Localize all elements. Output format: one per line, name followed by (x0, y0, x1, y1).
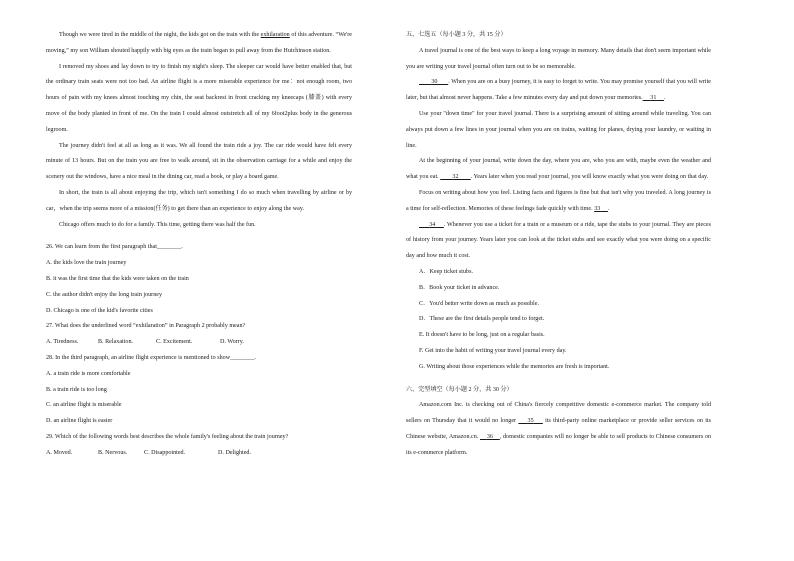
question-27-stem: 27. What does the underlined word “exhilaration” in Paragraph 2 probably mean? (46, 323, 246, 330)
option-e: E. It doesn't have to be long, just on a regular basis. (419, 332, 545, 339)
blank-35: 35 (527, 418, 534, 425)
option-f: F. Get into the habit of writing your travel journal every day. (419, 347, 567, 354)
blank-36: 36 (486, 433, 493, 440)
question-28-option-d: D. an airline flight is easier (46, 418, 113, 425)
option: A. Moved. (46, 449, 73, 456)
question-26-option-d: D. Chicago is one of the kid's favorite cities (46, 307, 153, 314)
question-26-stem: 26. We can learn from the first paragraph that________. (46, 244, 183, 251)
option: A. Tiredness. (46, 339, 79, 346)
question-28-stem: 28. In the third paragraph, an airline flight experience is mentioned to show________. (46, 354, 257, 361)
question-29-options (46, 446, 352, 462)
question-27-options (46, 335, 352, 351)
passage-paragraph-r4: At the beginning of your journal, write down the day, where you are, who you are with, maybe even the weather and what you eat. 32 . Years later when you read your journal, you will know exactly what you were doing on that day. (406, 158, 711, 181)
question-28-option-a: A. a train ride is more comfortable (46, 370, 131, 377)
option: B. Relaxation. (98, 339, 134, 346)
option-d: D．These are the first details people tend to forget. (419, 316, 545, 323)
left-column (46, 28, 352, 462)
passage-paragraph-r7: Amazon.com Inc. is checking out of China's fiercely competitive domestic e-commerce market. The company told sellers on Thursday that it would no longer 35 its third-party online marketplace or provide seller services on its Chinese website, Amazon.cn. 36 , domestic companies will no longer be able to sell products to Chinese consumers on its e-commerce platform. (406, 402, 711, 456)
option: B. Nervous. (98, 449, 128, 456)
blank-33: 33 (594, 205, 601, 212)
option-b: B．Book your ticket in advance. (419, 284, 500, 291)
blank-31: 31 (650, 95, 657, 102)
section-5-title: 五、七选五（每小题 3 分，共 15 分） (406, 32, 507, 38)
right-column (406, 28, 711, 462)
option: C. Excitement. (156, 339, 193, 346)
question-28-option-c: C. an airline flight is miserable (46, 402, 122, 409)
passage-paragraph-1: Though we were tired in the middle of the night, the kids got on the train with the exhilaration of this adventure. “We're moving,” my son William shouted happily with big eyes as the train began to pull away from the Hutchinson station. (46, 32, 352, 54)
option: D. Worry. (220, 339, 244, 346)
blank-34: 34 (429, 221, 436, 228)
question-26-option-b: B. it was the first time that the kids were taken on the train (46, 275, 189, 282)
option: D. Delighted. (218, 449, 252, 456)
question-26-option-a: A. the kids love the train journey (46, 260, 127, 267)
passage-paragraph-r6: 34 . Whenever you use a ticket for a train or a museum or a ride, tape the stubs to your journal. They are pieces of history from your journey. Years later you can look at the ticket stubs and see exactly what you were doing on a specific day and how much it cost. (406, 221, 711, 260)
passage-paragraph-r2: 30 . When you are on a busy journey, it is easy to forget to write. You may promise yourself that you will write later, but that almost never happens. Take a few minutes every day and put down your memories. 31 . (406, 79, 712, 102)
underlined-word: exhilaration (260, 32, 290, 38)
option-g: G. Writing about those experiences while the memories are fresh is important. (419, 363, 610, 370)
option: C. Disappointed. (144, 449, 186, 456)
passage-paragraph-3: The journey didn't feel at all as long as it was. We all found the train ride a joy. The car ride would have felt every minute of 13 hours. But on the train you are free to walk around, sit in the observation carriage for a while and enjoy the scenery out the windows, have a nice meal in the dining car, read a book, or play a board game. (46, 142, 352, 181)
blank-32: 32 (452, 174, 459, 181)
passage-paragraph-2: I removed my shoes and lay down to try to finish my night's sleep. The sleeper car would have better enabled that, but the ordinary train seats were not too bad. An airline flight is a more miserable experience for me：not enough room, two hours of pain with my knees almost touching my chin, the seat backrest in front cracking my kneecaps (膝盖) with every move of the body planted in front of me. On the train I could almost outstretch all of my 6foot2plus body in the generous legroom. (46, 63, 352, 133)
passage-paragraph-r5: Focus on writing about how you feel. Listing facts and figures is fine but that isn't why you traveled. A long journey is a time for self-reflection. Memories of these feelings fade quickly with time. 33 . (406, 189, 711, 212)
passage-paragraph-r3: Use your "down time" for your travel journal. There is a surprising amount of sitting around while traveling. You can always put down a few lines in your journal when you are on trains, waiting for planes, drying your laundry, or waiting in line. (406, 110, 711, 149)
passage-paragraph-r1: A travel journal is one of the best ways to keep a long voyage in memory. Many details that don't seem important while you are writing your travel journal often turn out to be so memorable. (406, 47, 711, 70)
passage-paragraph-5: Chicago offers much to do for a family. This time, getting there was half the fun. (59, 221, 256, 228)
question-26-option-c: C. the author didn't enjoy the long train journey (46, 291, 163, 298)
passage-paragraph-4: In short, the train is all about enjoying the trip, which isn't something I do so much when travelling by airline or by car，when the trip seems more of a mission(任务) to get there than an experience to enjoy along the way. (46, 189, 352, 212)
question-29-stem: 29. Which of the following words best describes the whole family's feeling about the train journey? (46, 433, 289, 440)
blank-30: 30 (431, 79, 438, 86)
option-c: C．You'd better write down as much as possible. (419, 300, 539, 307)
option-a: A．Keep ticket stubs. (419, 268, 473, 275)
question-28-option-b: B. a train ride is too long (46, 386, 107, 393)
section-6-title: 六、完型填空（每小题 2 分，共 30 分） (406, 386, 513, 393)
